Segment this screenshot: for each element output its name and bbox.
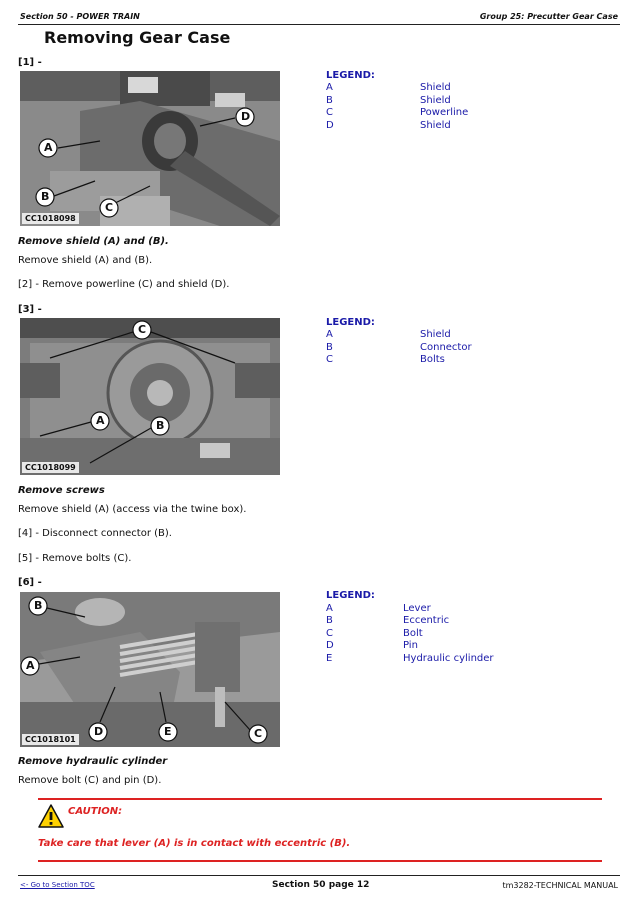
group-header: Group 25: Precutter Gear Case bbox=[479, 12, 618, 21]
step-5-text: [5] - Remove bolts (C). bbox=[18, 553, 132, 564]
section-header: Section 50 - POWER TRAIN bbox=[20, 12, 140, 21]
legend-3-key: A bbox=[326, 603, 333, 614]
step-4-text: [4] - Disconnect connector (B). bbox=[18, 528, 172, 539]
legend-3-value: Lever bbox=[403, 603, 431, 614]
figure-3-text: Remove bolt (C) and pin (D). bbox=[18, 775, 162, 786]
legend-2-value: Bolts bbox=[420, 354, 445, 365]
callout-d-label-fig1: D bbox=[241, 110, 251, 123]
callout-c-label-fig1: C bbox=[105, 201, 114, 214]
callout-d-label-fig3: D bbox=[94, 725, 104, 738]
legend-2-title: LEGEND: bbox=[326, 317, 375, 328]
figure-2-id: CC1018099 bbox=[22, 462, 79, 473]
figure-3-caption: Remove hydraulic cylinder bbox=[18, 756, 168, 767]
legend-3-title: LEGEND: bbox=[326, 590, 375, 601]
legend-3-value: Hydraulic cylinder bbox=[403, 653, 494, 664]
callout-a-label-fig3: A bbox=[26, 659, 35, 672]
callout-c-label-fig2: C bbox=[138, 323, 147, 336]
legend-1-value: Shield bbox=[420, 120, 451, 131]
step-3-label: [3] - bbox=[18, 304, 42, 315]
figure-1-photo bbox=[20, 71, 280, 226]
legend-1-value: Powerline bbox=[420, 107, 469, 118]
legend-2-value: Shield bbox=[420, 329, 451, 340]
callout-e-label-fig3: E bbox=[164, 725, 172, 738]
legend-3-key: C bbox=[326, 628, 333, 639]
legend-1-value: Shield bbox=[420, 82, 451, 93]
caution-bottom-rule bbox=[38, 860, 602, 862]
page-number: Section 50 page 12 bbox=[272, 880, 370, 890]
legend-3-key: E bbox=[326, 653, 333, 664]
figure-2-caption: Remove screws bbox=[18, 485, 105, 496]
caution-top-rule bbox=[38, 798, 602, 800]
legend-2-key: B bbox=[326, 342, 333, 353]
page-title: Removing Gear Case bbox=[44, 28, 231, 47]
legend-1-key: A bbox=[326, 82, 333, 93]
caution-title: CAUTION: bbox=[68, 806, 123, 817]
legend-1-title: LEGEND: bbox=[326, 70, 375, 81]
figure-3-photo bbox=[20, 592, 280, 747]
caution-text: Take care that lever (A) is in contact with eccentric (B). bbox=[38, 838, 351, 849]
warning-icon bbox=[38, 804, 64, 832]
callout-a-label-fig1: A bbox=[44, 141, 53, 154]
legend-1-key: D bbox=[326, 120, 334, 131]
legend-3-value: Pin bbox=[403, 640, 418, 651]
legend-3-value: Bolt bbox=[403, 628, 423, 639]
step-2-text: [2] - Remove powerline (C) and shield (D). bbox=[18, 279, 230, 290]
callout-a-label-fig2: A bbox=[96, 414, 105, 427]
footer-rule bbox=[18, 875, 620, 876]
callout-b-label-fig2: B bbox=[156, 419, 165, 432]
header-rule bbox=[18, 24, 620, 25]
legend-3-key: B bbox=[326, 615, 333, 626]
figure-1-id: CC1018098 bbox=[22, 213, 79, 224]
step-6-label: [6] - bbox=[18, 577, 42, 588]
figure-1-text: Remove shield (A) and (B). bbox=[18, 255, 153, 266]
legend-2-value: Connector bbox=[420, 342, 472, 353]
legend-2-key: A bbox=[326, 329, 333, 340]
callout-b-label-fig1: B bbox=[41, 190, 50, 203]
callout-b-label-fig3: B bbox=[34, 599, 43, 612]
manual-id: tm3282-TECHNICAL MANUAL bbox=[502, 881, 618, 890]
legend-3-value: Eccentric bbox=[403, 615, 450, 626]
callout-c-label-fig3: C bbox=[254, 727, 263, 740]
figure-2-photo bbox=[20, 318, 280, 475]
legend-2-key: C bbox=[326, 354, 333, 365]
legend-1-value: Shield bbox=[420, 95, 451, 106]
legend-1-key: C bbox=[326, 107, 333, 118]
legend-3-key: D bbox=[326, 640, 334, 651]
section-toc-link[interactable]: <- Go to Section TOC bbox=[20, 881, 95, 889]
figure-3-id: CC1018101 bbox=[22, 734, 79, 745]
legend-1-key: B bbox=[326, 95, 333, 106]
step-1-label: [1] - bbox=[18, 57, 42, 68]
figure-2-text: Remove shield (A) (access via the twine box). bbox=[18, 504, 247, 515]
figure-1-caption: Remove shield (A) and (B). bbox=[18, 236, 169, 247]
